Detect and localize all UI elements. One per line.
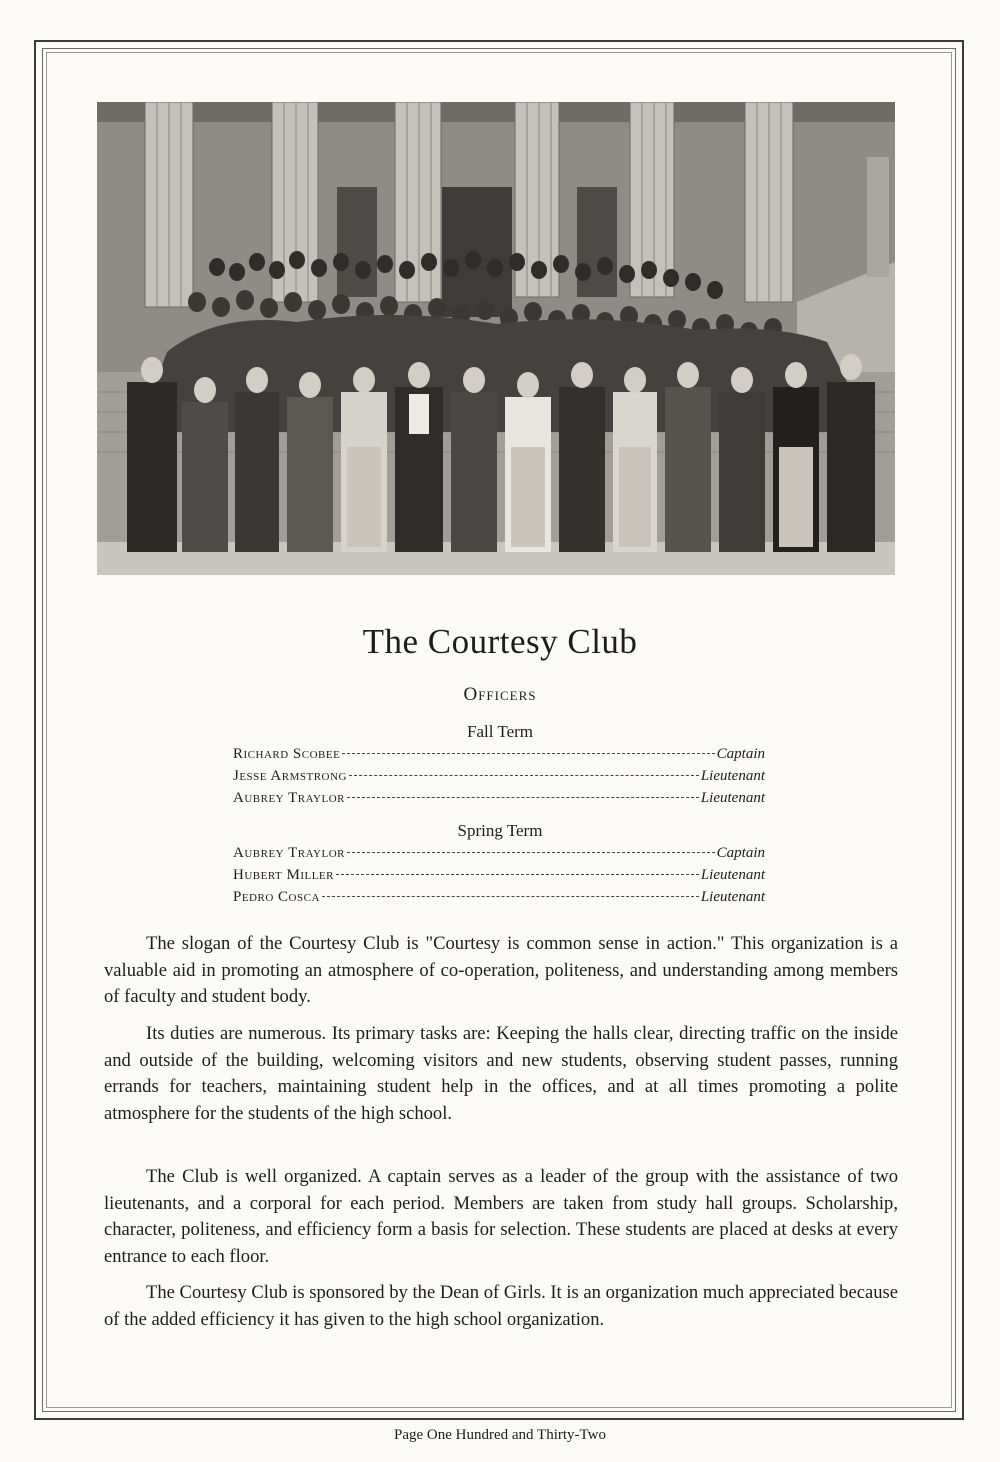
officer-name: Pedro Cosca — [233, 889, 320, 905]
officer-row — [233, 746, 765, 768]
officer-role: Lieutenant — [700, 889, 765, 905]
leader-dots — [347, 852, 715, 853]
officer-row — [233, 768, 765, 790]
officer-role: Lieutenant — [700, 768, 765, 784]
officers-heading: Officers — [463, 684, 537, 705]
officer-role: Lieutenant — [700, 867, 765, 883]
spring-term-heading: Spring Term — [457, 821, 543, 840]
officer-name: Aubrey Traylor — [233, 845, 345, 861]
officer-name: Aubrey Traylor — [233, 790, 345, 806]
group-photo — [97, 102, 895, 575]
officer-role: Captain — [716, 746, 765, 762]
group-photo-illustration — [97, 102, 895, 575]
officer-row — [233, 845, 765, 867]
fall-term-heading: Fall Term — [466, 722, 534, 741]
leader-dots — [349, 775, 699, 776]
body-paragraph: The Courtesy Club is sponsored by the Dean of Girls. It is an organization much appreciated because of the added efficiency it has given to the high school organization. — [104, 1282, 898, 1330]
officer-role: Lieutenant — [700, 790, 765, 806]
officer-row — [233, 889, 765, 911]
officer-name: Richard Scobee — [233, 746, 341, 762]
leader-dots — [322, 896, 699, 897]
body-paragraph: The slogan of the Courtesy Club is "Courtesy is common sense in action." This organization is a valuable aid in promoting an atmosphere of co-operation, politeness, and understanding among members of faculty and student body. — [104, 933, 898, 1008]
officer-role: Captain — [716, 845, 765, 861]
leader-dots — [336, 874, 699, 875]
body-paragraph: The Club is well organized. A captain serves as a leader of the group with the assistance of two lieutenants, and a corporal for each period. Members are taken from study hall groups. Scholarship, character, politeness, and efficiency form a basis for selection. These students are placed at desks at every entrance to each floor. — [104, 1166, 898, 1267]
page-number-footer: Page One Hundred and Thirty-Two — [394, 1427, 606, 1443]
officer-row — [233, 790, 765, 812]
officer-name: Jesse Armstrong — [233, 768, 347, 784]
leader-dots — [347, 797, 699, 798]
body-paragraph: Its duties are numerous. Its primary tasks are: Keeping the halls clear, directing traffic on the inside and outside of the building, welcoming visitors and new students, observing student passes, running errands for teachers, maintaining student help in the offices, and at all times promoting a polite atmosphere for the students of the high school. — [104, 1023, 898, 1124]
officer-row — [233, 867, 765, 889]
officer-name: Hubert Miller — [233, 867, 334, 883]
leader-dots — [342, 753, 714, 754]
page-title: The Courtesy Club — [362, 622, 638, 661]
